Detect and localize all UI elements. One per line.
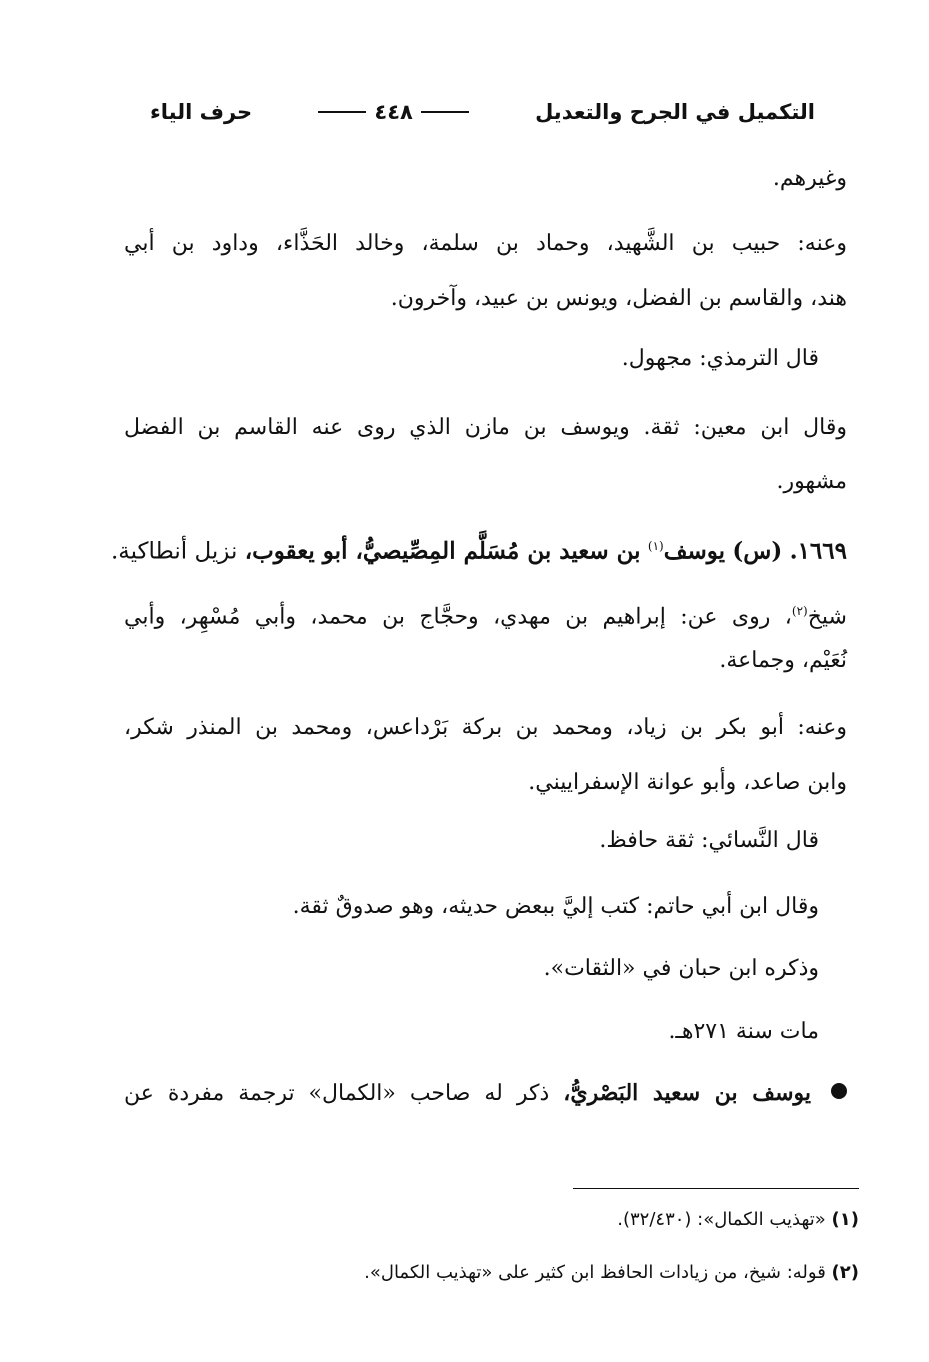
header-dash-right bbox=[318, 111, 366, 113]
entry-name: يوسف bbox=[663, 537, 726, 565]
text-fragment: ، روى عن: إبراهيم بن مهدي، وحجَّاج بن محمد، وأبي مُسْهِر، وأبي bbox=[124, 604, 792, 630]
page-number: ٤٤٨ bbox=[374, 100, 413, 124]
footnote-divider bbox=[573, 1188, 859, 1189]
footnote-text: قوله: شيخ، من زيادات الحافظ ابن كثير على «تهذيب الكمال». bbox=[364, 1262, 826, 1283]
running-header bbox=[150, 92, 815, 132]
entry-symbol: (س) bbox=[732, 537, 783, 565]
text-line: قال الترمذي: مجهول. bbox=[621, 346, 819, 371]
text-line: هند، والقاسم بن الفضل، ويونس بن عبيد، وآخرون. bbox=[390, 286, 847, 311]
footnote-number: (١) bbox=[831, 1209, 859, 1230]
text-line: وغيرهم. bbox=[772, 166, 847, 191]
footnote-ref: (٢) bbox=[791, 604, 808, 618]
text-line: وعنه: حبيب بن الشَّهيد، وحماد بن سلمة، وخالد الحَذَّاء، وداود بن أبي bbox=[124, 231, 847, 256]
text-line: وعنه: أبو بكر بن زياد، ومحمد بن بركة بَرْداعس، ومحمد بن المنذر شكر، bbox=[124, 715, 847, 740]
bullet-entry-name: يوسف بن سعيد البَصْريُّ، bbox=[563, 1080, 811, 1106]
text-line bbox=[124, 596, 847, 632]
footnote-2 bbox=[364, 1260, 859, 1286]
text-line: وقال ابن أبي حاتم: كتب إليَّ ببعض حديثه، وهو صدوقٌ ثقة. bbox=[292, 894, 819, 919]
bullet-entry-text: ذكر له صاحب «الكمال» ترجمة مفردة عن bbox=[124, 1081, 550, 1106]
bullet-icon bbox=[831, 1083, 847, 1099]
header-dash-left bbox=[421, 111, 469, 113]
book-title: التكميل في الجرح والتعديل bbox=[535, 100, 815, 124]
text-line: وابن صاعد، وأبو عوانة الإسفراييني. bbox=[528, 770, 847, 795]
footnote-number: (٢) bbox=[831, 1262, 859, 1283]
entry-number: ١٦٦٩. bbox=[789, 537, 847, 565]
text-line: وقال ابن معين: ثقة. ويوسف بن مازن الذي روى عنه القاسم بن الفضل bbox=[124, 415, 847, 440]
header-center bbox=[310, 100, 476, 124]
chapter-title: حرف الياء bbox=[150, 100, 253, 124]
text-line: وذكره ابن حبان في «الثقات». bbox=[543, 956, 819, 981]
text-line: نُعَيْم، وجماعة. bbox=[719, 648, 847, 673]
entry-name-rest: بن سعيد بن مُسَلَّم المِصِّيصيُّ، أبو يعقوب، bbox=[244, 537, 641, 565]
entry-heading bbox=[111, 531, 847, 567]
text-fragment: شيخ bbox=[807, 604, 847, 630]
footnote-text: «تهذيب الكمال»: (٣٢/٤٣٠). bbox=[617, 1209, 826, 1230]
text-line: مشهور. bbox=[776, 469, 847, 494]
text-line: قال النَّسائي: ثقة حافظ. bbox=[599, 828, 819, 853]
text-line bbox=[124, 1078, 811, 1109]
entry-description: نزيل أنطاكية. bbox=[110, 538, 238, 565]
text-line: مات سنة ٢٧١هـ. bbox=[668, 1019, 819, 1044]
footnote-ref: (١) bbox=[647, 539, 664, 553]
footnote-1 bbox=[617, 1207, 859, 1233]
